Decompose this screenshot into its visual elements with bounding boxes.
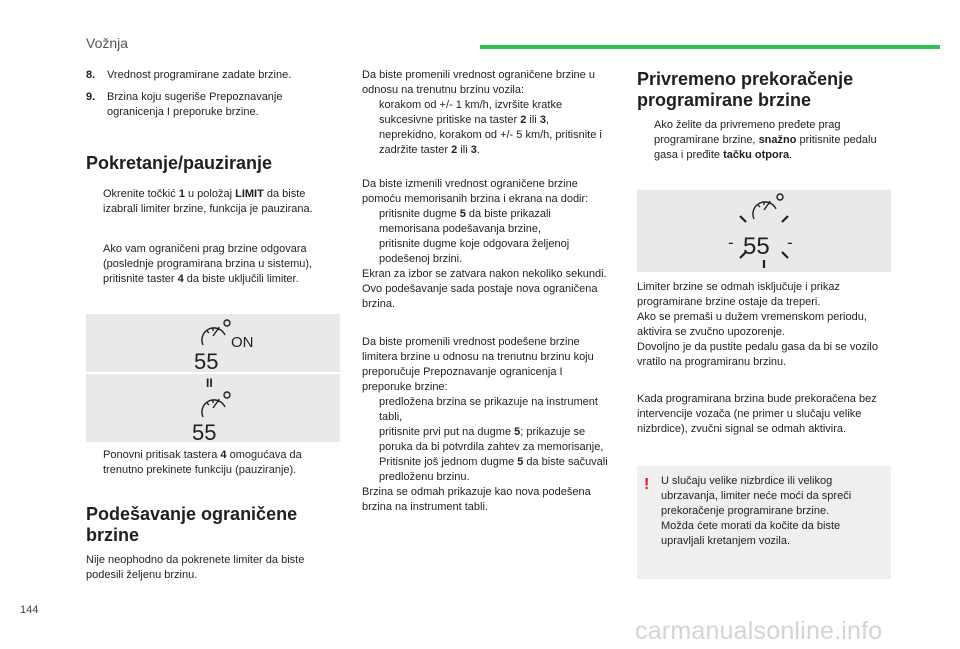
bullet-icon	[86, 242, 103, 287]
bullet-icon	[362, 207, 379, 237]
display-panel-paused	[86, 374, 340, 442]
right-text-block-2	[637, 392, 893, 437]
list-item	[86, 68, 342, 83]
bullet-block	[637, 118, 893, 163]
left-column	[86, 68, 342, 127]
minus-sign-right: -	[787, 233, 793, 252]
bullet-item: Pritisnite još jednom dugme 5 da biste sačuvali predloženu brzinu.	[362, 455, 614, 485]
paragraph-block	[86, 553, 342, 583]
bullet-item: Ponovni pritisak tastera 4 omogućava da trenutno prekinete funkciju (pauziranje).	[86, 448, 342, 478]
paragraph: Limiter brzine se odmah isključuje i prikaz programirane brzine ostaje da treperi.	[637, 281, 840, 308]
section-accent-bar	[480, 45, 940, 49]
paragraph: Da biste izmenili vrednost ograničene brzine pomoću memorisanih brzina i ekrana na dodir:	[362, 178, 589, 205]
bullet-icon	[362, 425, 379, 455]
list-item	[86, 90, 342, 120]
section-heading: Podešavanje ograničene brzine	[86, 504, 298, 545]
warning-text: U slučaju velike nizbrdice ili velikog ubrzavanja, limiter neće moći da spreči prekoračenje programirane brzine.	[661, 475, 852, 517]
paragraph: Ekran za izbor se zatvara nakon nekoliko sekundi.	[362, 268, 607, 280]
bullet-icon	[362, 98, 379, 128]
bullet-item: predložena brzina se prikazuje na instrument tabli,	[362, 395, 614, 425]
warning-icon: !	[644, 476, 650, 493]
paragraph: Ovo podešavanje sada postaje nova ograničena brzina.	[362, 283, 598, 310]
bullet-block	[86, 187, 342, 217]
item-text: Brzina koju sugeriše Prepoznavanje ogranicenja I preporuke brzine.	[107, 91, 283, 118]
bullet-icon	[362, 128, 379, 158]
bullet-block	[86, 448, 342, 478]
page-number: 144	[20, 604, 39, 616]
paragraph: Da biste promenili vrednost ograničene brzine u odnosu na trenutnu brzinu vozila:	[362, 69, 595, 96]
paragraph: Dovoljno je da pustite pedalu gasa da bi se vozilo vratilo na programiranu brzinu.	[637, 341, 878, 368]
section-heading: Privremeno prekoračenje programirane brzine	[637, 69, 854, 110]
bullet-item: korakom od +/- 1 km/h, izvršite kratke sukcesivne pritiske na taster 2 ili 3,	[362, 98, 614, 128]
pause-icon: II	[206, 376, 213, 390]
paragraph: Nije neophodno da pokrenete limiter da biste podesili željenu brzinu.	[86, 554, 305, 581]
display-status-on: ON	[231, 334, 254, 351]
bullet-item: pritisnite dugme koje odgovara željenoj podešenoj brzini.	[362, 237, 614, 267]
paragraph: Kada programirana brzina bude prekoračena bez intervencije vozača (ne primer u slučaju velike nizbrdice), zvučni signal se odmah aktivira.	[637, 393, 877, 435]
bullet-icon	[362, 455, 379, 485]
middle-column-memorized	[362, 177, 614, 312]
speed-limiter-icon	[753, 194, 783, 219]
bullet-item: pritisnite dugme 5 da biste prikazali memorisana podešavanja brzine,	[362, 207, 614, 237]
heading-settings-block	[86, 504, 342, 546]
bullet-item: Ako želite da privremeno pređete prag programirane brzine, snažno pritisnite pedalu gasa i pređite tačku otpora.	[637, 118, 893, 163]
speed-limiter-icon	[202, 392, 230, 417]
speed-limiter-icon	[202, 320, 230, 345]
middle-column-top	[362, 68, 614, 158]
warning-text: Možda ćete morati da kočite da biste upravljali kretanjem vozila.	[661, 520, 841, 547]
section-heading: Pokretanje/pauziranje	[86, 153, 273, 173]
bullet-item: Ako vam ograničeni prag brzine odgovara (poslednje programirana brzina u sistemu), pritisnite taster 4 da biste uključili limiter.	[86, 242, 342, 287]
minus-sign-left: -	[728, 233, 734, 252]
bullet-item: neprekidno, korakom od +/- 5 km/h, pritisnite i zadržite taster 2 ili 3.	[362, 128, 614, 158]
right-text-block	[637, 280, 895, 370]
item-number: 8.	[86, 69, 96, 81]
bullet-item: Okrenite točkić 1 u položaj LIMIT da biste izabrali limiter brzine, funkcija je pauzirana.	[86, 187, 342, 217]
heading-start-pause-block	[86, 153, 342, 174]
paragraph: Ako se premaši u dužem vremenskom periodu, aktivira se zvučno upozorenje.	[637, 311, 867, 338]
display-panel-on	[86, 314, 340, 372]
item-number: 9.	[86, 91, 96, 103]
bullet-block	[86, 242, 342, 287]
right-heading-block	[637, 69, 895, 111]
bullet-icon	[362, 237, 379, 267]
item-text: Vrednost programirane zadate brzine.	[107, 69, 292, 81]
paragraph: Brzina se odmah prikazuje kao nova podešena brzina na instrument tabli.	[362, 486, 591, 513]
display-panel-flashing	[637, 190, 891, 272]
paragraph: Da biste promenili vrednost podešene brzine limitera brzine u odnosu na trenutnu brzinu koju preporučuje Prepoznavanje ogranicenja I preporuke brzine:	[362, 336, 594, 393]
section-title: Vožnja	[86, 35, 129, 51]
bullet-item: pritisnite prvi put na dugme 5; prikazuje se poruka da bi potvrdila zahtev za memorisanje,	[362, 425, 614, 455]
bullet-icon	[637, 118, 654, 163]
display-speed: 55	[743, 233, 770, 260]
bullet-icon	[86, 187, 103, 217]
watermark: carmanualsonline.info	[635, 617, 883, 645]
bullet-icon	[362, 395, 379, 425]
middle-column-recommended	[362, 335, 614, 515]
display-speed: 55	[192, 420, 217, 442]
warning-box	[637, 466, 891, 579]
bullet-icon	[86, 448, 103, 478]
display-speed: 55	[194, 349, 219, 372]
